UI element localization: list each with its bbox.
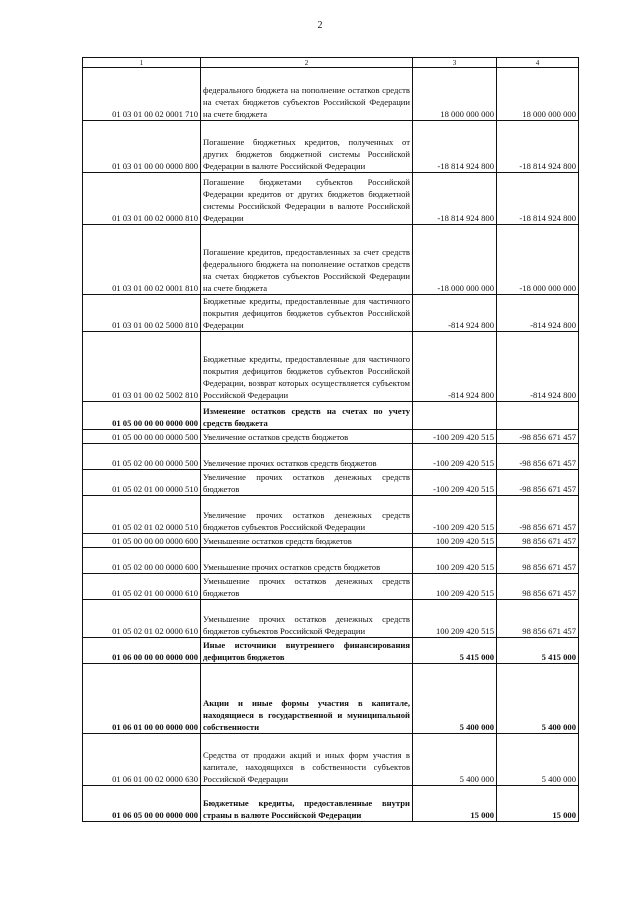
row-code: 01 05 02 01 02 0000 610 [83, 600, 201, 638]
row-name: Погашение бюджетных кредитов, полученных от других бюджетов бюджетной системы Российской Федерации в валюте Российской Федерации [201, 121, 413, 173]
row-value-col3: 100 209 420 515 [413, 548, 497, 574]
table-row [83, 68, 579, 121]
table-row [83, 664, 579, 734]
row-value-col3: 5 400 000 [413, 664, 497, 734]
row-code: 01 06 01 00 02 0000 630 [83, 734, 201, 786]
row-name: Увеличение прочих остатков денежных средств бюджетов [201, 470, 413, 496]
row-name: Увеличение прочих остатков денежных средств бюджетов субъектов Российской Федерации [201, 496, 413, 534]
row-value-col3: -18 814 924 800 [413, 173, 497, 225]
row-name: Уменьшение прочих остатков денежных средств бюджетов субъектов Российской Федерации [201, 600, 413, 638]
row-code: 01 03 01 00 02 5000 810 [83, 295, 201, 332]
table-row [83, 121, 579, 173]
table-row [83, 332, 579, 402]
row-code: 01 06 01 00 00 0000 000 [83, 664, 201, 734]
row-code: 01 05 02 01 00 0000 610 [83, 574, 201, 600]
row-value-col3: -100 209 420 515 [413, 444, 497, 470]
row-value-col4: -98 856 671 457 [497, 430, 579, 444]
row-value-col3: -814 924 800 [413, 295, 497, 332]
row-value-col4 [497, 402, 579, 430]
row-name: Иные источники внутреннего финансирования дефицитов бюджетов [201, 638, 413, 664]
table-row [83, 496, 579, 534]
row-name: Увеличение остатков средств бюджетов [201, 430, 413, 444]
table-row [83, 430, 579, 444]
table-row [83, 402, 579, 430]
row-name: Средства от продажи акций и иных форм участия в капитале, находящихся в собственности субъектов Российской Федерации [201, 734, 413, 786]
row-value-col4: -814 924 800 [497, 295, 579, 332]
column-number-row [83, 58, 579, 68]
row-value-col3: -18 000 000 000 [413, 225, 497, 295]
row-value-col3: -100 209 420 515 [413, 496, 497, 534]
row-value-col4: -98 856 671 457 [497, 444, 579, 470]
row-value-col3: 5 415 000 [413, 638, 497, 664]
table-row [83, 600, 579, 638]
row-code: 01 05 00 00 00 0000 000 [83, 402, 201, 430]
row-code: 01 03 01 00 02 0001 810 [83, 225, 201, 295]
row-value-col4: 98 856 671 457 [497, 534, 579, 548]
row-value-col4: 15 000 [497, 786, 579, 822]
row-value-col3: -814 924 800 [413, 332, 497, 402]
table-row [83, 534, 579, 548]
row-value-col3 [413, 402, 497, 430]
table-row [83, 574, 579, 600]
row-value-col4: -18 000 000 000 [497, 225, 579, 295]
page-number: 2 [317, 20, 323, 31]
row-name: Бюджетные кредиты, предоставленные для частичного покрытия дефицитов бюджетов субъектов Российской Федерации [201, 295, 413, 332]
table-row [83, 734, 579, 786]
table-row [83, 225, 579, 295]
row-name: Погашение кредитов, предоставленных за счет средств федерального бюджета на пополнение остатков средств на счетах бюджетов субъектов Российской Федерации на счете бюджета [201, 225, 413, 295]
row-code: 01 03 01 00 00 0000 800 [83, 121, 201, 173]
table-row [83, 786, 579, 822]
row-value-col4: 5 400 000 [497, 664, 579, 734]
row-value-col4: -98 856 671 457 [497, 470, 579, 496]
row-value-col3: -100 209 420 515 [413, 470, 497, 496]
row-code: 01 05 02 00 00 0000 500 [83, 444, 201, 470]
row-name: Изменение остатков средств на счетах по учету средств бюджета [201, 402, 413, 430]
row-code: 01 05 00 00 00 0000 500 [83, 430, 201, 444]
row-name: Погашение бюджетами субъектов Российской Федерации кредитов от других бюджетов бюджетной системы Российской Федерации в валюте Российской Федерации [201, 173, 413, 225]
row-name: Уменьшение прочих остатков денежных средств бюджетов [201, 574, 413, 600]
row-value-col4: 98 856 671 457 [497, 548, 579, 574]
column-header-3: 3 [413, 58, 497, 68]
row-value-col4: -814 924 800 [497, 332, 579, 402]
row-value-col3: 100 209 420 515 [413, 534, 497, 548]
row-code: 01 05 02 01 02 0000 510 [83, 496, 201, 534]
table-row [83, 638, 579, 664]
row-name: федерального бюджета на пополнение остатков средств на счетах бюджетов субъектов Российской Федерации на счете бюджета [201, 68, 413, 121]
table-row [83, 295, 579, 332]
row-value-col4: -18 814 924 800 [497, 121, 579, 173]
row-value-col4: -18 814 924 800 [497, 173, 579, 225]
row-value-col4: 5 400 000 [497, 734, 579, 786]
row-code: 01 03 01 00 02 0000 810 [83, 173, 201, 225]
row-value-col4: 18 000 000 000 [497, 68, 579, 121]
row-code: 01 03 01 00 02 5002 810 [83, 332, 201, 402]
table-row [83, 173, 579, 225]
row-value-col3: 18 000 000 000 [413, 68, 497, 121]
row-code: 01 05 02 00 00 0000 600 [83, 548, 201, 574]
row-value-col4: 98 856 671 457 [497, 600, 579, 638]
row-value-col4: 98 856 671 457 [497, 574, 579, 600]
row-name: Уменьшение прочих остатков средств бюджетов [201, 548, 413, 574]
table-body [83, 68, 579, 822]
row-value-col3: 100 209 420 515 [413, 600, 497, 638]
row-value-col3: -18 814 924 800 [413, 121, 497, 173]
table-row [83, 548, 579, 574]
row-value-col3: 100 209 420 515 [413, 574, 497, 600]
row-value-col4: 5 415 000 [497, 638, 579, 664]
row-code: 01 03 01 00 02 0001 710 [83, 68, 201, 121]
column-header-1: 1 [83, 58, 201, 68]
row-name: Бюджетные кредиты, предоставленные для частичного покрытия дефицитов бюджетов субъектов Российской Федерации, возврат которых осуществляется субъектом Российской Федерации [201, 332, 413, 402]
row-value-col4: -98 856 671 457 [497, 496, 579, 534]
table-row [83, 470, 579, 496]
row-name: Акции и иные формы участия в капитале, находящиеся в государственной и муниципальной собственности [201, 664, 413, 734]
row-value-col3: -100 209 420 515 [413, 430, 497, 444]
row-value-col3: 5 400 000 [413, 734, 497, 786]
row-code: 01 06 05 00 00 0000 000 [83, 786, 201, 822]
budget-sources-table [82, 57, 579, 822]
column-header-4: 4 [497, 58, 579, 68]
row-code: 01 05 02 01 00 0000 510 [83, 470, 201, 496]
table-row [83, 444, 579, 470]
row-code: 01 06 00 00 00 0000 000 [83, 638, 201, 664]
row-name: Бюджетные кредиты, предоставленные внутри страны в валюте Российской Федерации [201, 786, 413, 822]
row-name: Уменьшение остатков средств бюджетов [201, 534, 413, 548]
row-name: Увеличение прочих остатков средств бюджетов [201, 444, 413, 470]
row-code: 01 05 00 00 00 0000 600 [83, 534, 201, 548]
column-header-2: 2 [201, 58, 413, 68]
row-value-col3: 15 000 [413, 786, 497, 822]
